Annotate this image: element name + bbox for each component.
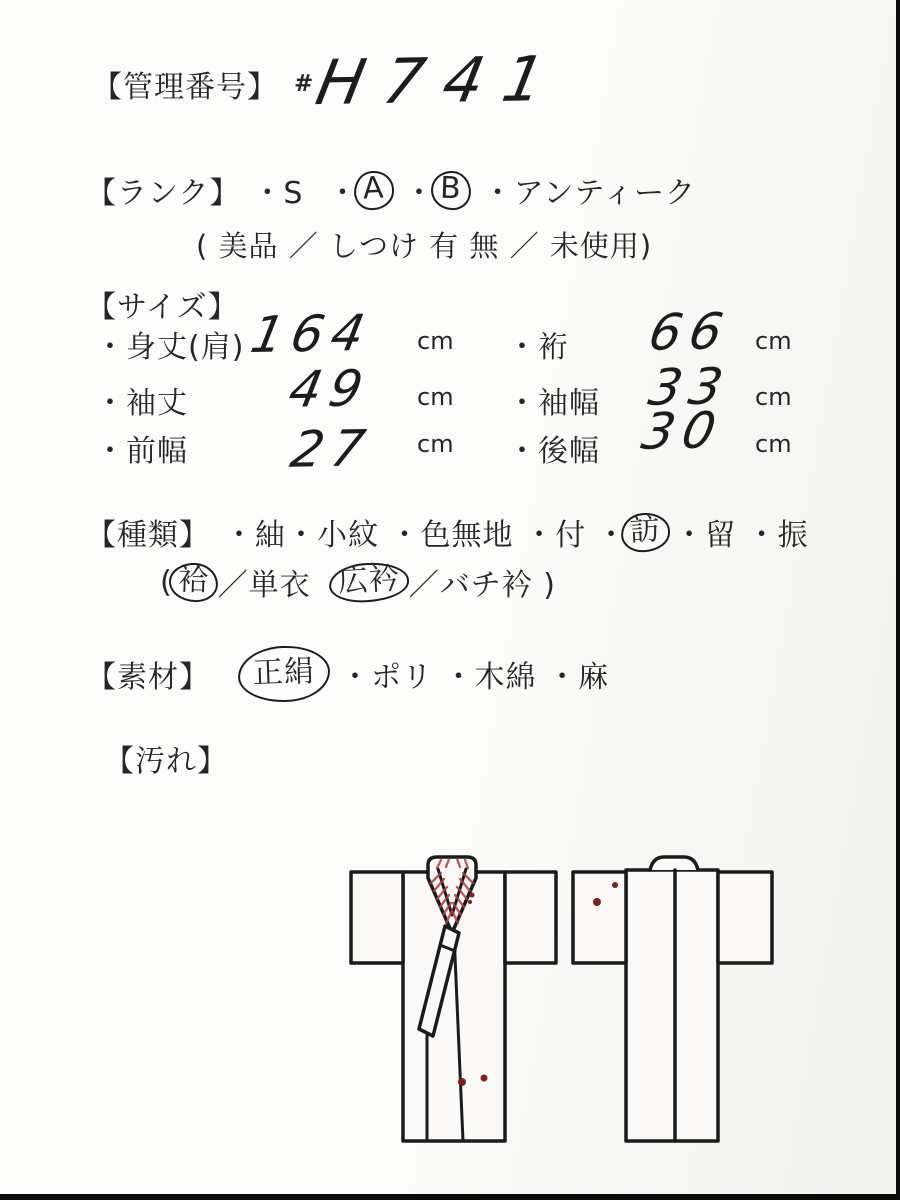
kind-options-pre: ・紬・小紋 ・色無地 ・付 bbox=[224, 518, 587, 553]
size-row-value2-handwritten: 30 bbox=[637, 401, 729, 461]
front-right-sleeve bbox=[505, 872, 556, 963]
size-row-unit: cm bbox=[417, 383, 454, 411]
kind-option-houmongi-circled: 訪 bbox=[620, 511, 671, 552]
kimono-front-view bbox=[351, 857, 556, 1141]
size-row-label: ・身丈(肩) bbox=[95, 330, 245, 365]
back-body bbox=[626, 870, 718, 1141]
kind-option-bachieri: ／バチ衿 ) bbox=[408, 568, 556, 603]
photo-edge-right bbox=[896, 0, 900, 1200]
rank-option-a-circled: A bbox=[353, 170, 394, 211]
size-row-value-handwritten: 49 bbox=[284, 359, 376, 419]
size-row-unit2: cm bbox=[755, 383, 792, 411]
back-collar-bump bbox=[650, 857, 698, 870]
kind-label: 【種類】 bbox=[86, 518, 210, 553]
size-row-label: ・前幅 bbox=[95, 434, 188, 469]
material-line bbox=[86, 646, 609, 702]
kimono-back-view bbox=[573, 857, 772, 1141]
material-label: 【素材】 bbox=[86, 659, 210, 695]
kind-option-hiroeri-circled: 広衿 bbox=[328, 561, 410, 604]
size-row-label2: ・裄 bbox=[507, 330, 569, 365]
kind-line-2 bbox=[160, 560, 556, 604]
kind-line-1 bbox=[86, 510, 809, 554]
kimono-stain-diagram bbox=[0, 845, 900, 1200]
back-left-sleeve bbox=[573, 872, 626, 963]
size-row-label2: ・袖幅 bbox=[507, 386, 600, 421]
size-row-label2: ・後幅 bbox=[507, 434, 600, 469]
material-silk-circled: 正絹 bbox=[237, 644, 331, 703]
back-right-sleeve bbox=[718, 872, 772, 963]
size-row-value-handwritten: 27 bbox=[286, 419, 378, 479]
kind-bullet: ・ bbox=[596, 518, 628, 553]
size-row-value2-handwritten: 66 bbox=[644, 302, 736, 362]
control-number-value-handwritten: H741 bbox=[310, 41, 571, 120]
size-row-value2-handwritten: 33 bbox=[644, 357, 736, 417]
rank-option-antique: ・アンティーク bbox=[482, 176, 696, 211]
rank-line bbox=[86, 168, 696, 212]
material-options: ・ポリ ・木綿 ・麻 bbox=[340, 659, 610, 695]
size-row-value-handwritten: 164 bbox=[246, 303, 378, 365]
control-number-line bbox=[92, 62, 313, 106]
size-row-unit2: cm bbox=[755, 430, 792, 458]
kind-option-hitoe: ／単衣 bbox=[217, 568, 311, 603]
rank-bullet-b: ・ bbox=[403, 176, 435, 211]
size-label: 【サイズ】 bbox=[86, 290, 239, 325]
kind-option-awase-circled: 袷 bbox=[168, 562, 218, 602]
rank-label: 【ランク】 bbox=[86, 176, 241, 211]
size-row-unit: cm bbox=[417, 430, 454, 458]
size-row-unit: cm bbox=[417, 327, 454, 355]
rank-option-b-circled: B bbox=[430, 170, 471, 210]
control-number-label: 【管理番号】 bbox=[92, 70, 278, 105]
rank-condition-line: ( 美品 ／ しつけ 有 無 ／ 未使用) bbox=[196, 229, 653, 263]
kind-paren-open: ( bbox=[160, 564, 173, 600]
photo-edge-bottom bbox=[0, 1194, 900, 1200]
rank-bullet-a: ・ bbox=[327, 176, 359, 211]
size-row-unit2: cm bbox=[755, 327, 792, 355]
front-left-sleeve bbox=[351, 872, 403, 963]
kind-options-post: ・留 ・振 bbox=[674, 518, 809, 553]
hash-symbol: # bbox=[294, 71, 314, 97]
size-row-label: ・袖丈 bbox=[95, 386, 188, 421]
stain-section-label: 【汚れ】 bbox=[104, 744, 228, 779]
rank-option-s: ・S bbox=[252, 176, 304, 211]
